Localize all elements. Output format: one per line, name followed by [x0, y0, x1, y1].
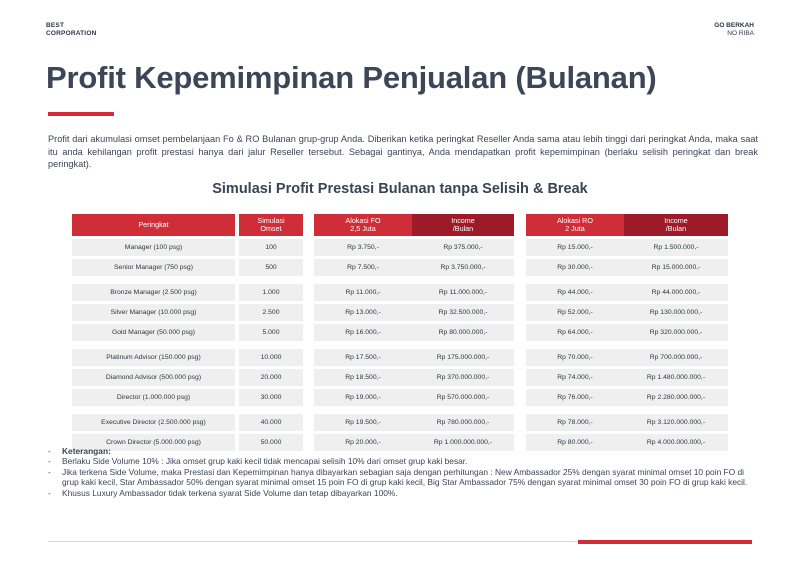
- cell-alokasi-ro: Rp 74.000,-: [526, 369, 624, 386]
- cell-peringkat: Director (1.000.000 psg): [72, 389, 235, 406]
- footer-accent-bar: [578, 540, 752, 544]
- notes-section: [48, 446, 758, 498]
- cell-peringkat: Platinum Advisor (150.000 psg): [72, 349, 235, 366]
- cell-alokasi-ro: Rp 78.000,-: [526, 414, 624, 431]
- cell-alokasi-fo: Rp 7.500,-: [314, 259, 412, 276]
- cell-peringkat: Gold Manager (50.000 psg): [72, 324, 235, 341]
- cell-alokasi-ro: Rp 44.000,-: [526, 284, 624, 301]
- cell-income-fo: Rp 80.000.000,-: [412, 324, 514, 341]
- cell-income-fo: Rp 11.000.000,-: [412, 284, 514, 301]
- cell-peringkat: Crown Director (5.000.000 psg): [72, 434, 235, 451]
- cell-alokasi-ro: Rp 70.000,-: [526, 349, 624, 366]
- cell-income-ro: Rp 2.280.000.000,-: [624, 389, 728, 406]
- cell-income-ro: Rp 130.000.000,-: [624, 304, 728, 321]
- cell-alokasi-ro: Rp 30.000,-: [526, 259, 624, 276]
- note-item: - Jika terkena Side Volume, maka Prestasi dan Kepemimpinan hanya dibayarkan sebagian saja dengan perhitungan : New Ambassador 25% dengan syarat minimal omset 10 poin FO di grup kaki kecil, Star Ambassador 50% dengan syarat minimal omset 15 poin FO di grup kaki kecil, Big Star Ambassador 75% dengan syarat minimal omset 30 poin FO di grup kaki kecil.: [48, 466, 748, 488]
- cell-income-ro: Rp 700.000.000,-: [624, 349, 728, 366]
- brand-left-line2: CORPORATION: [46, 29, 97, 37]
- cell-simulasi-omset: 2.500: [239, 304, 303, 321]
- cell-income-fo: Rp 175.000.000,-: [412, 349, 514, 366]
- cell-alokasi-fo: Rp 18.500,-: [314, 369, 412, 386]
- brand-right-line2: NO RIBA: [727, 29, 754, 37]
- cell-income-fo: Rp 32.500.000,-: [412, 304, 514, 321]
- cell-simulasi-omset: 100: [239, 239, 303, 256]
- intro-paragraph: Profit dari akumulasi omset pembelanjaan Fo & RO Bulanan grup-grup Anda. Diberikan ketika peringkat Reseller Anda sama atau lebih tinggi dari peringkat Anda, maka saat itu anda kehilangan profit prestasi hanya dari jalur Reseller tersebut. Sebagai gantinya, Anda mendapatkan profit kepemimpinan (berlaku selisih peringkat dan break peringkat).: [48, 134, 758, 170]
- cell-income-ro: Rp 3.120.000.000,-: [624, 414, 728, 431]
- cell-alokasi-fo: Rp 13.000,-: [314, 304, 412, 321]
- cell-alokasi-fo: Rp 11.000,-: [314, 284, 412, 301]
- cell-income-fo: Rp 1.000.000.000,-: [412, 434, 514, 451]
- cell-peringkat: Diamond Advisor (500.000 psg): [72, 369, 235, 386]
- cell-simulasi-omset: 500: [239, 259, 303, 276]
- cell-simulasi-omset: 1.000: [239, 284, 303, 301]
- cell-alokasi-ro: Rp 15.000,-: [526, 239, 624, 256]
- cell-peringkat: Silver Manager (10.000 psg): [72, 304, 235, 321]
- notes-heading: - Keterangan:: [48, 446, 111, 456]
- cell-simulasi-omset: 10.000: [239, 349, 303, 366]
- note-item: - Khusus Luxury Ambassador tidak terkena syarat Side Volume dan tetap dibayarkan 100%.: [48, 487, 398, 498]
- cell-alokasi-ro: Rp 76.000,-: [526, 389, 624, 406]
- cell-alokasi-fo: Rp 19.000,-: [314, 389, 412, 406]
- cell-peringkat: Senior Manager (750 psg): [72, 259, 235, 276]
- cell-simulasi-omset: 50.000: [239, 434, 303, 451]
- cell-income-ro: Rp 320.000.000,-: [624, 324, 728, 341]
- header-alokasi-fo: Alokasi FO 2,5 Juta: [314, 214, 412, 236]
- title-underline: [48, 112, 114, 116]
- cell-simulasi-omset: 30.000: [239, 389, 303, 406]
- cell-income-fo: Rp 3.750.000,-: [412, 259, 514, 276]
- page-title: Profit Kepemimpinan Penjualan (Bulanan): [46, 60, 657, 95]
- header-peringkat: Peringkat: [72, 214, 235, 236]
- cell-alokasi-fo: Rp 3.750,-: [314, 239, 412, 256]
- header-income-ro: Income /Bulan: [624, 214, 728, 236]
- cell-simulasi-omset: 20.000: [239, 369, 303, 386]
- cell-income-fo: Rp 570.000.000,-: [412, 389, 514, 406]
- brand-right-line1: GO BERKAH: [714, 22, 754, 29]
- cell-alokasi-fo: Rp 17.500,-: [314, 349, 412, 366]
- header-alokasi-ro: Alokasi RO 2 Juta: [526, 214, 624, 236]
- cell-income-ro: Rp 15.000.000,-: [624, 259, 728, 276]
- cell-income-ro: Rp 1.480.000.000,-: [624, 369, 728, 386]
- cell-peringkat: Manager (100 psg): [72, 239, 235, 256]
- cell-income-fo: Rp 780.000.000,-: [412, 414, 514, 431]
- brand-logo-left: [46, 22, 96, 37]
- note-item: - Berlaku Side Volume 10% : Jika omset grup kaki kecil tidak mencapai selisih 10% dari omset grup kaki besar.: [48, 456, 468, 467]
- cell-simulasi-omset: 5.000: [239, 324, 303, 341]
- cell-alokasi-ro: Rp 52.000,-: [526, 304, 624, 321]
- cell-alokasi-fo: Rp 20.000,-: [314, 434, 412, 451]
- cell-alokasi-fo: Rp 16.000,-: [314, 324, 412, 341]
- cell-peringkat: Bronze Manager (2.500 psg): [72, 284, 235, 301]
- cell-alokasi-fo: Rp 19.500,-: [314, 414, 412, 431]
- cell-alokasi-ro: Rp 64.000,-: [526, 324, 624, 341]
- brand-left-line1: BEST: [46, 22, 65, 29]
- cell-income-ro: Rp 44.000.000,-: [624, 284, 728, 301]
- table-title: Simulasi Profit Prestasi Bulanan tanpa Selisih & Break: [212, 181, 588, 197]
- cell-income-ro: Rp 1.500.000,-: [624, 239, 728, 256]
- header-income-fo: Income /Bulan: [412, 214, 514, 236]
- cell-income-ro: Rp 4.000.000.000,-: [624, 434, 728, 451]
- cell-income-fo: Rp 375.000,-: [412, 239, 514, 256]
- header-simulasi-omset: Simulasi Omset: [239, 214, 303, 236]
- cell-peringkat: Executive Director (2.500.000 psg): [72, 414, 235, 431]
- cell-income-fo: Rp 370.000.000,-: [412, 369, 514, 386]
- brand-tagline-right: [714, 22, 754, 37]
- cell-alokasi-ro: Rp 80.000,-: [526, 434, 624, 451]
- cell-simulasi-omset: 40.000: [239, 414, 303, 431]
